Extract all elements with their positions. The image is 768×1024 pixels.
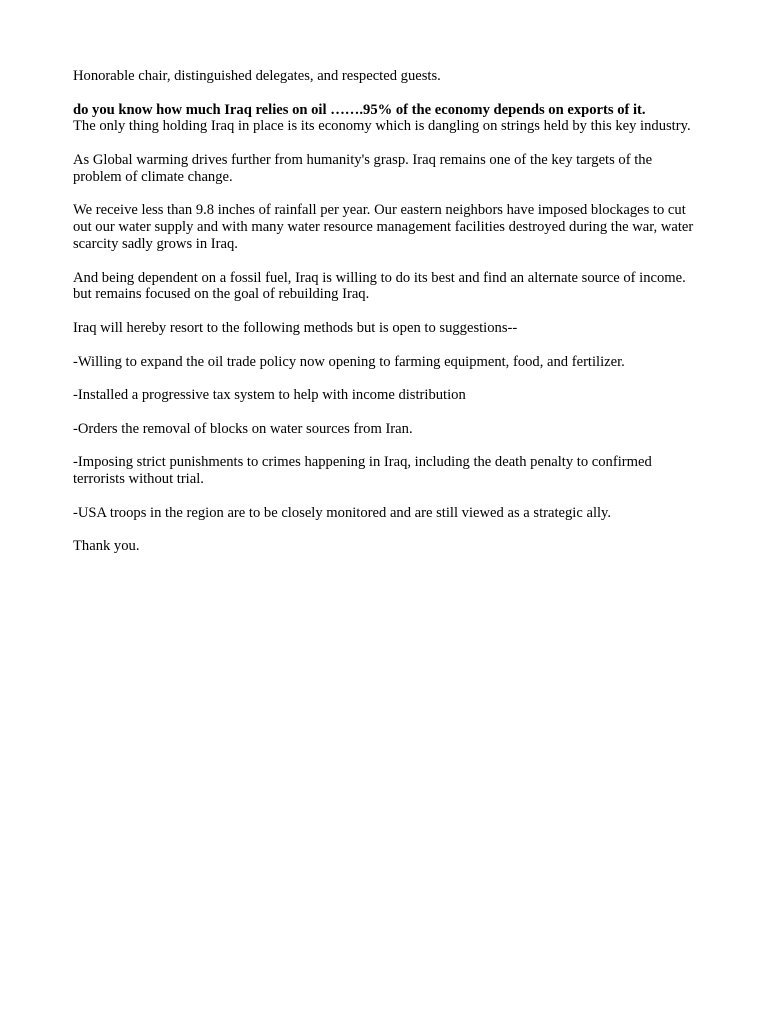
fossil-fuel-paragraph: And being dependent on a fossil fuel, Iraq is willing to do its best and find an alternate source of income. but remains focused on the goal of rebuilding Iraq. [73, 269, 686, 303]
methods-intro-paragraph: Iraq will hereby resort to the following methods but is open to suggestions-- [73, 319, 518, 336]
rainfall-paragraph: We receive less than 9.8 inches of rainfall per year. Our eastern neighbors have imposed blockages to cut out our water supply and with many water resource management facilities destroyed during the war, water scarcity sadly grows in Iraq. [73, 202, 694, 252]
oil-reliance-paragraph [73, 102, 698, 136]
method-item: -Orders the removal of blocks on water sources from Iran. [73, 420, 413, 437]
method-item: -USA troops in the region are to be closely monitored and are still viewed as a strategic ally. [73, 504, 612, 521]
oil-reliance-text: The only thing holding Iraq in place is its economy which is dangling on strings held by this key industry. [73, 118, 691, 135]
method-item: -Installed a progressive tax system to help with income distribution [73, 387, 466, 404]
oil-reliance-heading: do you know how much Iraq relies on oil …….95% of the economy depends on exports of it. [73, 101, 646, 118]
closing-paragraph: Thank you. [73, 538, 140, 555]
greeting-paragraph: Honorable chair, distinguished delegates, and respected guests. [73, 68, 441, 84]
method-item: -Willing to expand the oil trade policy now opening to farming equipment, food, and fertilizer. [73, 353, 625, 370]
method-item: -Imposing strict punishments to crimes happening in Iraq, including the death penalty to confirmed terrorists without trial. [73, 454, 652, 488]
climate-paragraph: As Global warming drives further from humanity's grasp. Iraq remains one of the key targets of the problem of climate change. [73, 151, 653, 185]
